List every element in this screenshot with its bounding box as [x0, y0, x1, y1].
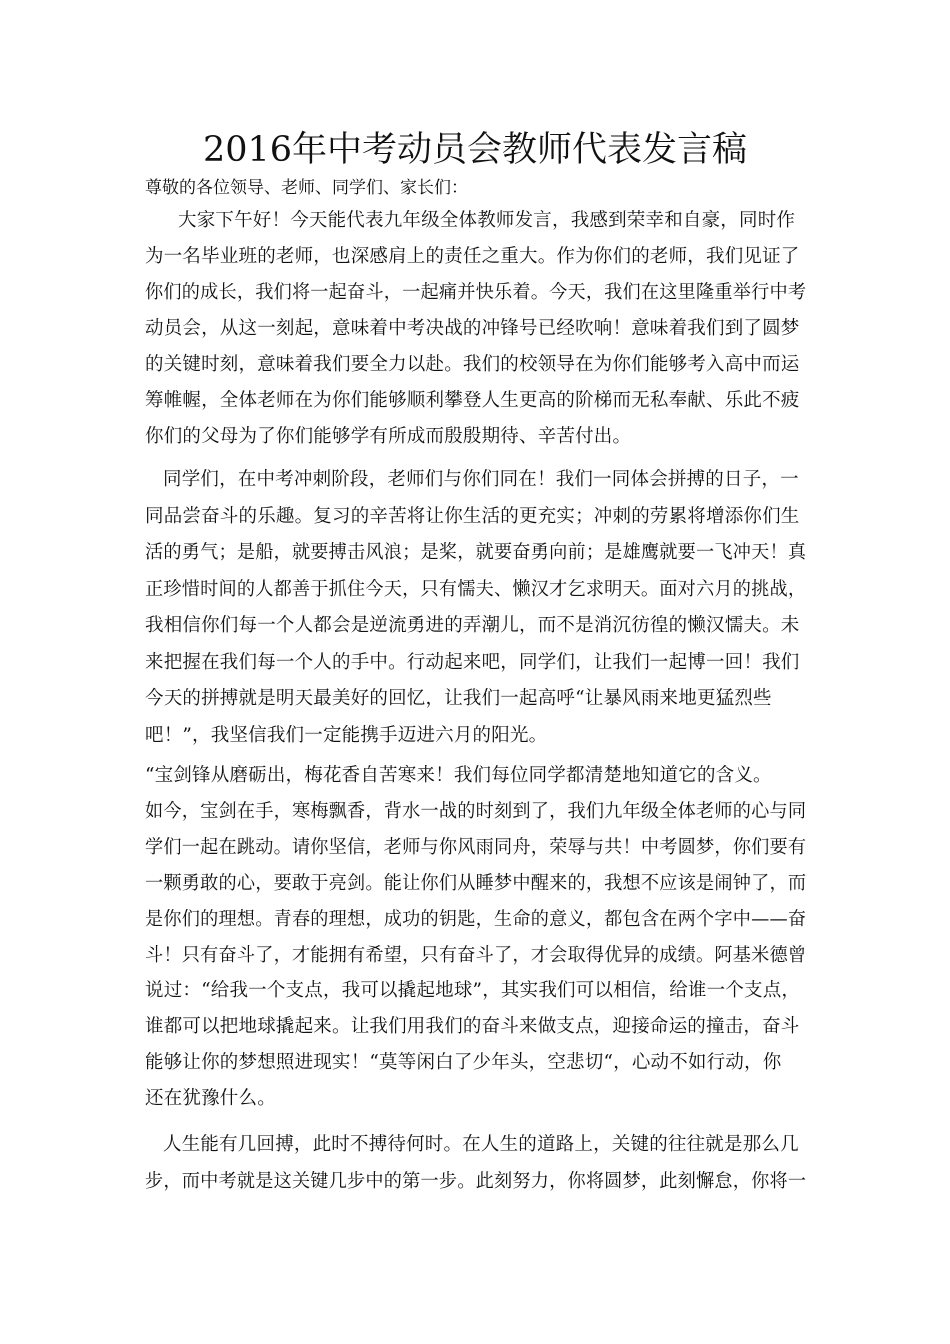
paragraph-line: 来把握在我们每一个人的手中。行动起来吧，同学们，让我们一起博一回！我们	[145, 651, 800, 673]
paragraph-line: 活的勇气；是船，就要搏击风浪；是桨，就要奋勇向前；是雄鹰就要一飞冲天！真	[145, 542, 807, 563]
paragraph-line: 谁都可以把地球撬起来。让我们用我们的奋斗来做支点，迎接命运的撞击，奋斗	[145, 1016, 800, 1038]
paragraph-line: 一颗勇敢的心，要敢于亮剑。能让你们从睡梦中醒来的，我想不应该是闹钟了，而	[145, 872, 807, 894]
paragraph-line: “宝剑锋从磨砺出，梅花香自苦寒来！我们每位同学都清楚地知道它的含义。	[145, 765, 772, 786]
paragraph-line: 我相信你们每一个人都会是逆流勇进的弄潮儿，而不是消沉彷徨的懒汉懦夫。未	[145, 615, 800, 636]
paragraph-line: 说过：“给我一个支点，我可以撬起地球”，其实我们可以相信，给谁一个支点，	[145, 980, 801, 1002]
paragraph-line: 的关键时刻，意味着我们要全力以赴。我们的校领导在为你们能够考入高中而运	[145, 354, 800, 375]
document-title: 2016年中考动员会教师代表发言稿	[202, 130, 748, 170]
paragraph-line: 学们一起在跳动。请你坚信，老师与你风雨同舟，荣辱与共！中考圆梦，你们要有	[145, 836, 807, 858]
paragraph-line: 正珍惜时间的人都善于抓住今天，只有懦夫、懒汉才乞求明天。面对六月的挑战，	[145, 578, 807, 600]
paragraph-line: 同品尝奋斗的乐趣。复习的辛苦将让你生活的更充实；冲刺的劳累将增添你们生	[145, 505, 800, 527]
paragraph-line: 同学们，在中考冲刺阶段，老师们与你们同在！我们一同体会拼搏的日子，一	[163, 469, 799, 490]
paragraph-line: 今天的拼搏就是明天最美好的回忆，让我们一起高呼“让暴风雨来地更猛烈些	[145, 688, 772, 709]
paragraph-line: 是你们的理想。青春的理想，成功的钥匙，生命的意义，都包含在两个字中——奋	[145, 908, 807, 930]
paragraph-line: 还在犹豫什么。	[145, 1088, 276, 1110]
paragraph-line: 你们的成长，我们将一起奋斗，一起痛并快乐着。今天，我们在这里隆重举行中考	[145, 282, 807, 303]
paragraph-line: 能够让你的梦想照进现实！“莫等闲白了少年头，空悲切“，心动不如行动，你	[145, 1052, 782, 1074]
paragraph-line: 动员会，从这一刻起，意味着中考决战的冲锋号已经吹响！意味着我们到了圆梦	[145, 318, 800, 339]
paragraph-line: 为一名毕业班的老师，也深感肩上的责任之重大。作为你们的老师，我们见证了	[145, 246, 800, 267]
paragraph-line: 你们的父母为了你们能够学有所成而殷殷期待、辛苦付出。	[145, 426, 632, 447]
paragraph-line: 人生能有几回搏，此时不搏待何时。在人生的道路上，关键的往往就是那么几	[163, 1134, 799, 1155]
salutation: 尊敬的各位领导、老师、同学们、家长们：	[145, 178, 468, 198]
paragraph-line: 大家下午好！今天能代表九年级全体教师发言，我感到荣幸和自豪，同时作	[178, 210, 796, 231]
paragraph-line: 如今，宝剑在手，寒梅飘香，背水一战的时刻到了，我们九年级全体老师的心与同	[145, 800, 807, 822]
paragraph-line: 步，而中考就是这关键几步中的第一步。此刻努力，你将圆梦，此刻懈怠，你将一	[145, 1170, 807, 1192]
paragraph-line: 吧！”，我坚信我们一定能携手迈进六月的阳光。	[145, 724, 548, 746]
paragraph-line: 筹帷幄，全体老师在为你们能够顺利攀登人生更高的阶梯而无私奉献、乐此不疲	[145, 390, 800, 411]
paragraph-line: 斗！只有奋斗了，才能拥有希望，只有奋斗了，才会取得优异的成绩。阿基米德曾	[145, 944, 807, 966]
